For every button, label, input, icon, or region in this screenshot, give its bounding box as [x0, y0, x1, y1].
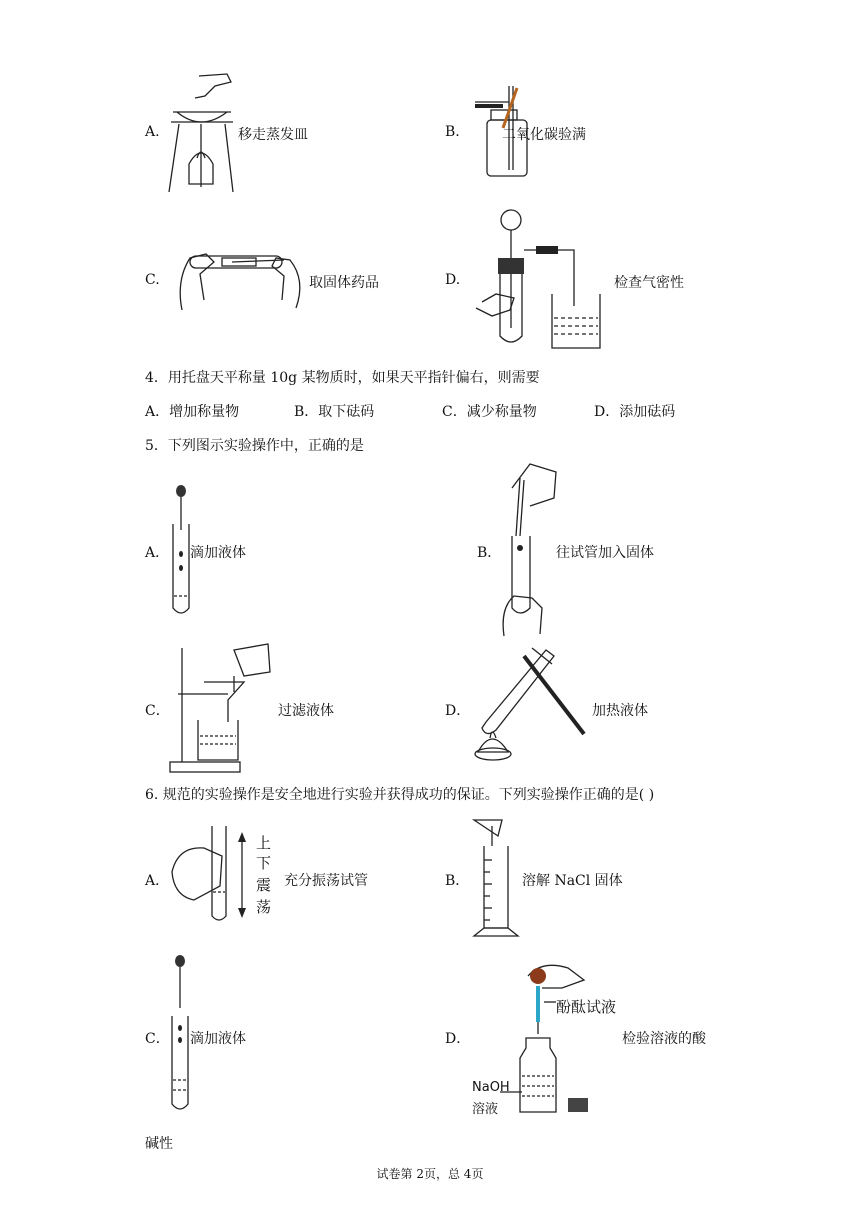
- dropper-above-tube-illustration: [168, 954, 192, 1114]
- evaporating-dish-illustration: [165, 72, 235, 194]
- q3-option-c-text: 取固体药品: [309, 275, 379, 291]
- q5-stem: 5．下列图示实验操作中，正确的是: [145, 438, 364, 454]
- q3-option-c-letter: C.: [145, 272, 160, 288]
- graduated-cylinder-illustration: [472, 816, 524, 940]
- q3-option-d-text: 检查气密性: [614, 275, 684, 291]
- q6-option-c-letter: C．: [145, 1031, 170, 1047]
- q6-option-b-letter: B．: [445, 873, 470, 889]
- q5-option-a-letter: A．: [145, 545, 170, 561]
- q6-option-d-text: 检验溶液的酸: [622, 1031, 706, 1047]
- filtration-illustration: [168, 640, 278, 774]
- q6-option-a-letter: A．: [145, 873, 170, 889]
- q6-a-label-xia: 下: [256, 854, 272, 872]
- tweezers-solid-into-tube-illustration: [500, 458, 560, 638]
- q3-option-b-text: 二氧化碳验满: [502, 127, 586, 143]
- q6-a-label-shang: 上: [256, 834, 272, 852]
- q4-option-b: B．取下砝码: [294, 404, 375, 420]
- q4-option-a: A．增加称量物: [145, 404, 240, 420]
- q5-option-c-text: 过滤液体: [278, 703, 334, 719]
- heating-liquid-illustration: [472, 642, 592, 764]
- q6-stem: 6. 规范的实验操作是安全地进行实验并获得成功的保证。下列实验操作正确的是( ): [145, 787, 655, 803]
- q3-option-d-letter: D.: [445, 272, 461, 288]
- dropper-into-tube-illustration: [170, 484, 192, 618]
- q6-a-label-dang: 荡: [256, 898, 272, 916]
- q6-a-label-zhen: 震: [256, 876, 272, 894]
- page-footer: 试卷第 2页，总 4页: [376, 1167, 484, 1181]
- q3-option-b-letter: B.: [445, 124, 460, 140]
- q3-option-a-text: 移走蒸发皿: [238, 127, 308, 143]
- q4-stem: 4．用托盘天平称量 10g 某物质时，如果天平指针偏右，则需要: [145, 370, 540, 386]
- q6-option-c-text: 滴加液体: [190, 1031, 246, 1047]
- airtightness-check-illustration: [474, 208, 614, 353]
- q6-option-d-letter: D．: [445, 1031, 471, 1047]
- q5-option-d-text: 加热液体: [592, 703, 648, 719]
- q5-option-a-text: 滴加液体: [190, 545, 246, 561]
- q4-option-d: D．添加砝码: [594, 404, 676, 420]
- q5-option-b-text: 往试管加入固体: [556, 545, 654, 561]
- q6-d-label-naoh: NaOH: [472, 1080, 510, 1095]
- q6-option-a-text: 充分振荡试管: [284, 873, 368, 889]
- q6-option-d-continuation: 碱性: [145, 1136, 173, 1152]
- q6-d-label-solution: 溶液: [472, 1102, 499, 1117]
- q5-option-c-letter: C．: [145, 703, 170, 719]
- solid-reagent-illustration: [172, 240, 307, 310]
- q6-d-label-phenolphthalein: 酚酞试液: [556, 998, 617, 1016]
- q3-option-a-letter: A.: [145, 124, 160, 140]
- q6-option-b-text: 溶解 NaCl 固体: [522, 873, 623, 889]
- q4-option-c: C．减少称量物: [442, 404, 537, 420]
- q5-option-d-letter: D．: [445, 703, 471, 719]
- q5-option-b-letter: B．: [477, 545, 502, 561]
